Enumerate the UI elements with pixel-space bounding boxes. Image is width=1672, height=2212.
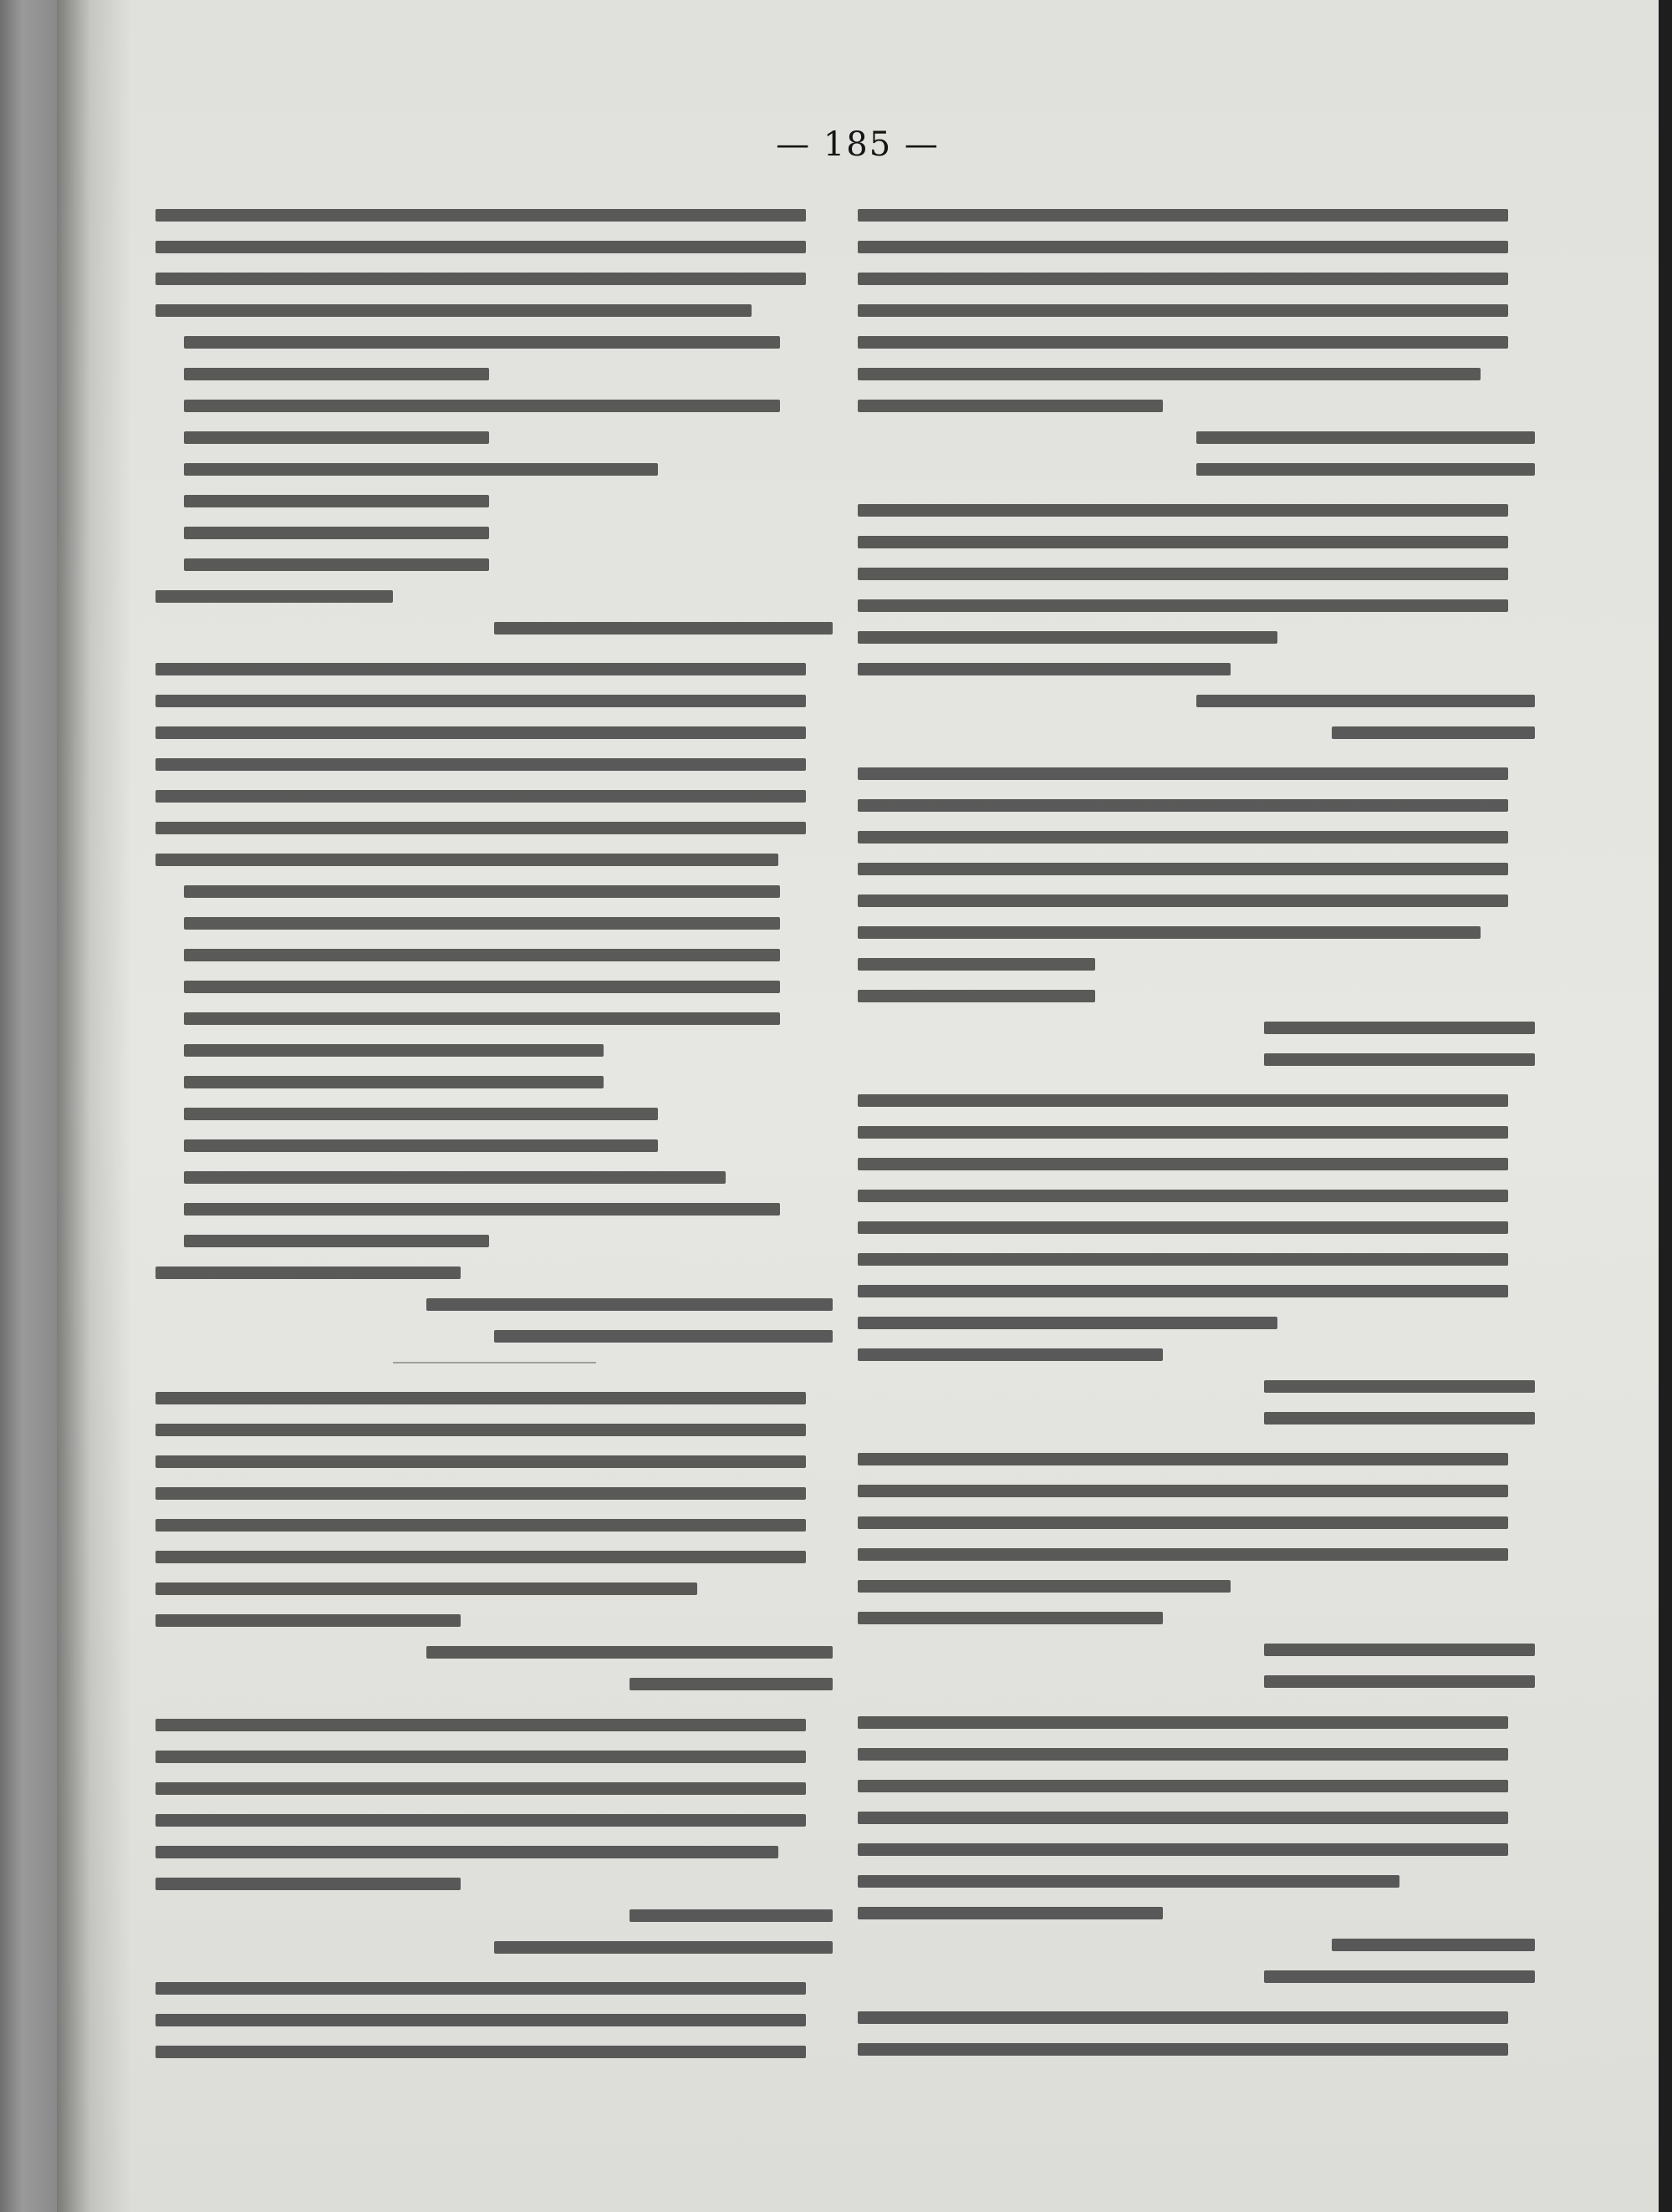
newspaper-page (57, 0, 1659, 2212)
notice-block (858, 504, 1535, 739)
previous-page-edge (0, 0, 57, 2212)
notice-block (155, 1392, 833, 1690)
notice-block (858, 2011, 1535, 2073)
right-column (858, 209, 1535, 2073)
notice-block (155, 663, 833, 1363)
notice-block (858, 1094, 1535, 1425)
notice-block (858, 1453, 1535, 1688)
notice-block (858, 767, 1535, 1066)
page-number: — 185 — (776, 125, 940, 164)
notice-block (155, 1982, 833, 2073)
notice-block (858, 209, 1535, 476)
notice-block (858, 1716, 1535, 1983)
notice-block (155, 209, 833, 635)
left-column (155, 209, 833, 2073)
notice-block (155, 1719, 833, 1954)
